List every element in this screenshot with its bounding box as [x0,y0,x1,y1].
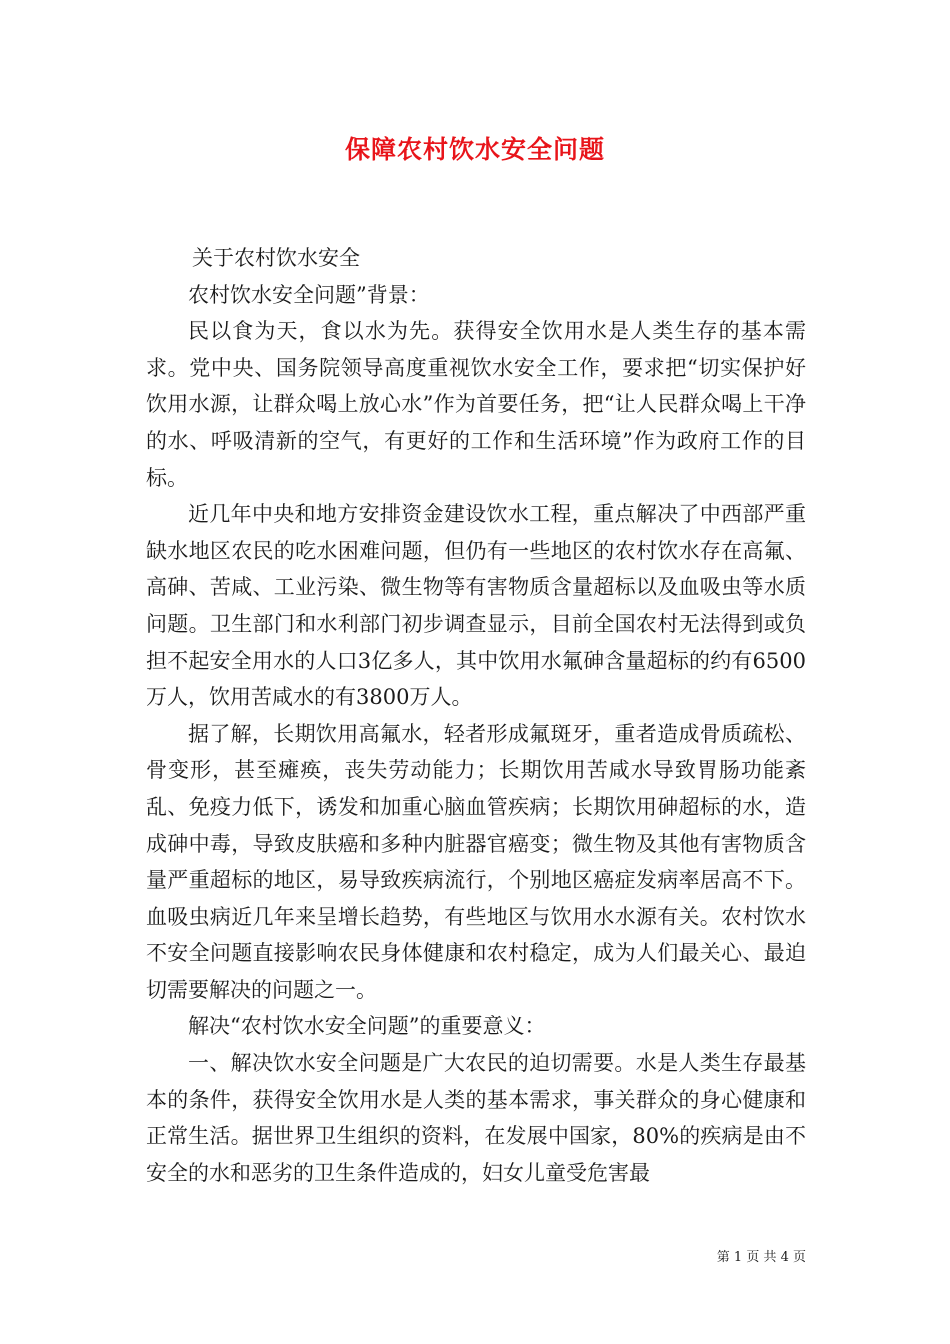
paragraph-significance-label: 解决“农村饮水安全问题”的重要意义： [188,1014,546,1039]
paragraph: 一、解决饮水安全问题是广大农民的迫切需要。水是人类生存最基本的条件，获得安全饮用水是人类的基本需求，事关群众的身心健康和正常生活。据世界卫生组织的资料，在发展中国家，80%的疾病是由不安全的水和恶劣的卫生条件造成的，妇女儿童受危害最 [146,1051,806,1185]
paragraph: 据了解，长期饮用高氟水，轻者形成氟斑牙，重者造成骨质疏松、骨变形，甚至瘫痪，丧失劳动能力；长期饮用苦咸水导致胃肠功能紊乱、免疫力低下，诱发和加重心脑血管疾病；长期饮用砷超标的水，造成砷中毒，导致皮肤癌和多种内脏器官癌变；微生物及其他有害物质含量严重超标的地区，易导致疾病流行，个别地区癌症发病率居高不下。血吸虫病近几年来呈增长趋势，有些地区与饮用水水源有关。农村饮水不安全问题直接影响农民身体健康和农村稳定，成为人们最关心、最迫切需要解决的问题之一。 [146,721,806,1002]
paragraph: 民以食为天，食以水为先。获得安全饮用水是人类生存的基本需求。党中央、国务院领导高度重视饮水安全工作，要求把“切实保护好饮用水源，让群众喝上放心水”作为首要任务，把“让人民群众喝上干净的水、呼吸清新的空气，有更好的工作和生活环境”作为政府工作的目标。 [146,319,806,490]
paragraph-heading: 关于农村饮水安全 [192,246,360,270]
page-indicator: 第 1 页 共 4 页 [716,1250,806,1265]
paragraph-background-label: 农村饮水安全问题”背景： [188,282,430,307]
document-body [146,240,806,1191]
paragraph: 近几年中央和地方安排资金建设饮水工程，重点解决了中西部严重缺水地区农民的吃水困难问题，但仍有一些地区的农村饮水存在高氟、高砷、苦咸、工业污染、微生物等有害物质含量超标以及血吸虫等水质问题。卫生部门和水利部门初步调查显示，目前全国农村无法得到或负担不起安全用水的人口3亿多人，其中饮用水氟砷含量超标的约有6500万人，饮用苦咸水的有3800万人。 [146,502,806,710]
document-title: 保障农村饮水安全问题 [344,135,605,164]
